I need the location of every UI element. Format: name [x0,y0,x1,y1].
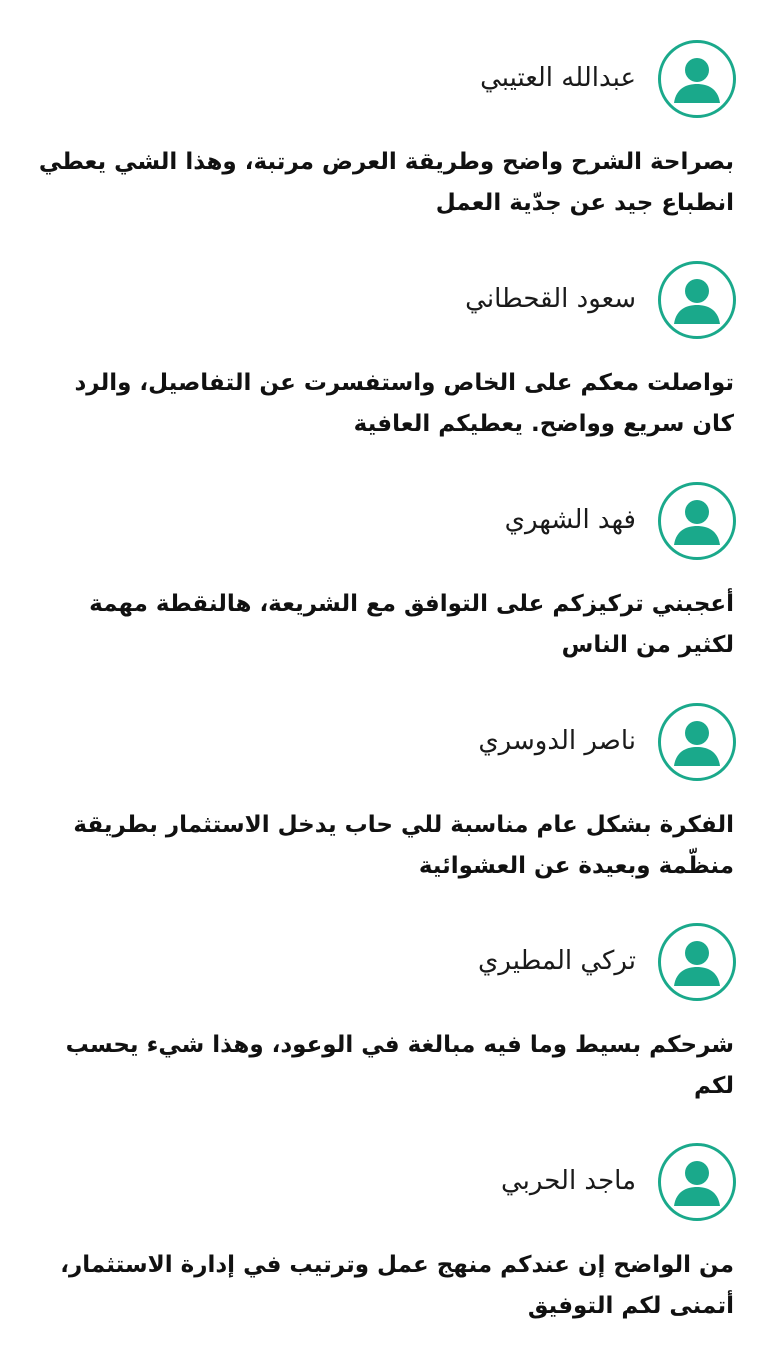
review-text: تواصلت معكم على الخاص واستفسرت عن التفاصيل، والرد كان سريع وواضح. يعطيكم العافية [74,370,734,437]
reviewer-name: سعود القحطاني [465,284,636,314]
review-text: من الواضح إن عندكم منهج عمل وترتيب في إدارة الاستثمار، أتمنى لكم التوفيق [60,1252,734,1319]
reviewer-name: فهد الشهري [504,505,636,535]
reviewer-name: تركي المطيري [478,946,636,976]
review-header [36,923,736,1003]
user-avatar-icon [658,923,736,1001]
review-text: أعجبني تركيزكم على التوافق مع الشريعة، هالنقطة مهمة لكثير من الناس [89,591,734,658]
user-avatar-icon [658,482,736,560]
reviewer-name: ناصر الدوسري [478,726,636,756]
user-avatar-icon [658,40,736,118]
user-avatar-icon [658,1143,736,1221]
review-text: شرحكم بسيط وما فيه مبالغة في الوعود، وهذا شيء يحسب لكم [65,1032,734,1099]
reviewer-name: ماجد الحربي [500,1166,636,1196]
review-header [36,482,736,562]
review-text: بصراحة الشرح واضح وطريقة العرض مرتبة، وهذا الشي يعطي انطباع جيد عن جدّية العمل [38,149,734,216]
user-avatar-icon [658,261,736,339]
review-header [36,703,736,783]
user-avatar-icon [658,703,736,781]
review-header [36,40,736,120]
review-header [36,261,736,341]
review-text: الفكرة بشكل عام مناسبة للي حاب يدخل الاستثمار بطريقة منظّمة وبعيدة عن العشوائية [73,812,734,879]
review-header [36,1143,736,1223]
reviewer-name: عبدالله العتيبي [480,63,636,93]
